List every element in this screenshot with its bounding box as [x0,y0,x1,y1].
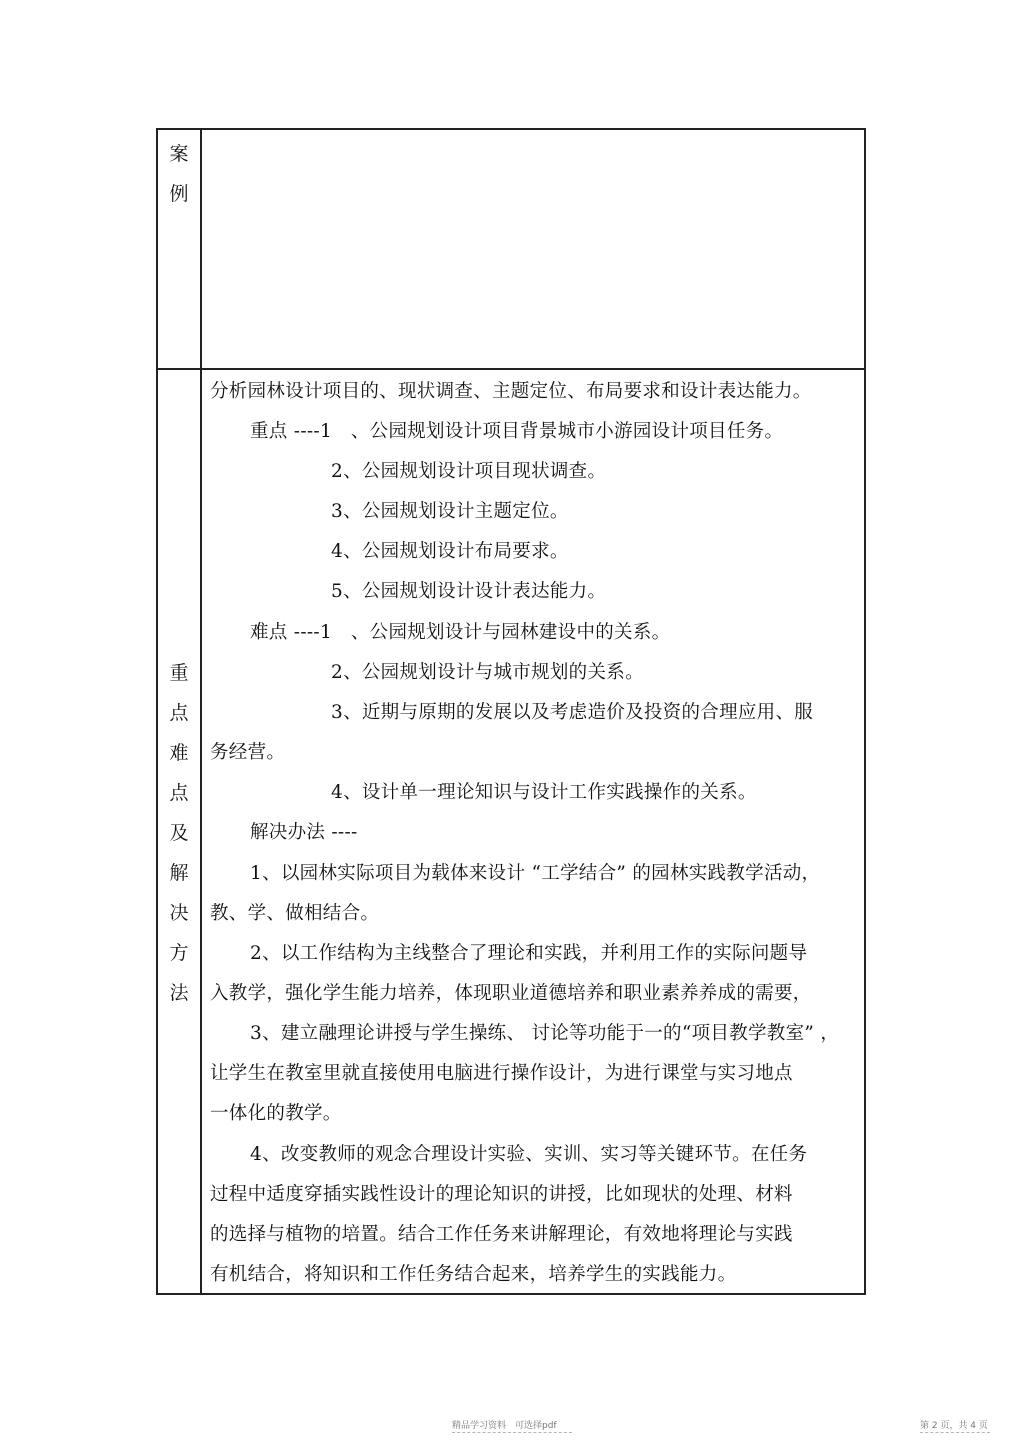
case-label-char: 案 [169,143,189,165]
text-line: 难点 ----1 、公园规划设计与园林建设中的关系。 [250,622,671,643]
case-content-cell [202,130,864,368]
lesson-plan-table [156,128,866,1295]
text-line: 让学生在教室里就直接使用电脑进行操作设计，为进行课堂与实习地点 [210,1063,793,1084]
text-line: 务经营。 [210,742,286,763]
key-label-char: 决 [169,902,189,924]
footer-dashed-line [452,1432,572,1433]
text-line: 2、公园规划设计与城市规划的关系。 [331,662,644,683]
text-line: 解决办法 ---- [250,822,358,843]
text-line: 3、近期与原期的发展以及考虑造价及投资的合理应用、服 [331,702,814,723]
key-points-row [158,368,864,1293]
text-line: 过程中适度穿插实践性设计的理论知识的讲授，比如现状的处理、材料 [210,1184,793,1205]
text-line: 2、公园规划设计项目现状调查。 [331,461,607,482]
text-line: 4、改变教师的观念合理设计实验、实训、实习等关键环节。在任务 [250,1144,808,1165]
text-line: 3、公园规划设计主题定位。 [331,501,569,522]
text-line: 1、以园林实际项目为载体来设计 “工学结合” 的园林实践教学活动， [250,863,821,884]
text-line: 一体化的教学。 [210,1103,342,1124]
text-line: 教、学、做相结合。 [210,903,380,924]
case-label-cell [158,130,202,368]
text-line: 有机结合，将知识和工作任务结合起来，培养学生的实践能力。 [210,1264,737,1285]
key-label-char: 点 [169,782,189,804]
text-line: 2、以工作结构为主线整合了理论和实践，并利用工作的实际问题导 [250,943,808,964]
case-row [158,130,864,368]
text-line: 4、设计单一理论知识与设计工作实践操作的关系。 [331,782,757,803]
key-points-content-cell [202,370,864,1293]
case-label-char: 例 [169,183,189,205]
footer-page-number: 第 2 页，共 4 页 [920,1421,988,1431]
key-label-char: 难 [169,742,189,764]
text-line: 3、建立融理论讲授与学生操练、 讨论等功能于一的“项目教学教室” ， [250,1023,840,1044]
text-line: 的选择与植物的培置。结合工作任务来讲解理论，有效地将理论与实践 [210,1224,793,1245]
text-line: 入教学，强化学生能力培养，体现职业道德培养和职业素养养成的需要， [210,983,812,1004]
key-label-char: 解 [169,862,189,884]
text-line: 分析园林设计项目的、现状调查、主题定位、布局要求和设计表达能力。 [210,381,812,402]
key-points-label-cell [158,370,202,1293]
footer-watermark-text: 精品学习资料 可选择pdf [452,1421,557,1431]
key-label-char: 重 [169,662,189,684]
key-label-char: 方 [169,942,189,964]
key-label-char: 及 [169,822,189,844]
text-line: 重点 ----1 、公园规划设计项目背景城市小游园设计项目任务。 [250,421,784,442]
text-line: 5、公园规划设计设计表达能力。 [331,581,607,602]
footer-dashed-line [920,1432,990,1433]
key-label-char: 法 [169,982,189,1004]
key-label-char: 点 [169,702,189,724]
text-line: 4、公园规划设计布局要求。 [331,541,569,562]
